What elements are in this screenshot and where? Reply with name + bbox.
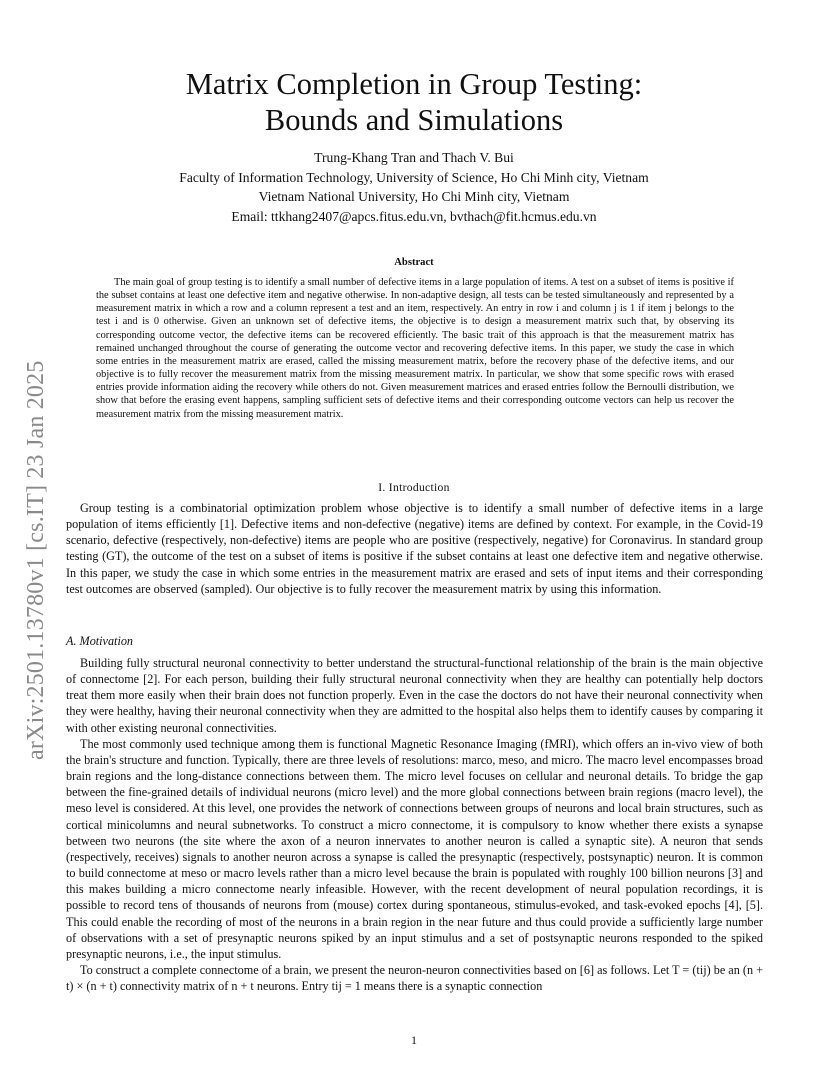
title-line: Bounds and Simulations bbox=[264, 103, 564, 137]
abstract-paragraph: The main goal of group testing is to identify a small number of defective items in a large population of items. A test on a subset of items is positive if the subset contains at least one defective item and negative otherwise. In non-adaptive design, all tests can be tested simultaneously and represented by a measurement matrix in which a row and a column represent a test and an item, respectively. An entry in row i and column j is 1 if item j belongs to the test i and is 0 otherwise. Given an unknown set of defective items, the objective is to design a measurement matrix such that, by observing its corresponding outcome vector, the defective items can be recovered efficiently. The basic trait of this approach is that the measurement matrix has remained unchanged throughout the course of generating the outcome vector and recovering defective items. In this paper, we study the case in which some entries in the measurement matrix are erased, called the missing measurement matrix, before the recovery phase of the defective items, and our objective is to fully recover the measurement matrix from the missing measurement matrix. In particular, we show that some specific rows with erased entries provide information aiding the recovery while others do not. Given measurement matrices and erased entries follow the Bernoulli distribution, we show that before the erasing event happens, sampling sufficient sets of defective items and their corresponding outcome vectors can help us recover the measurement matrix from the missing measurement matrix. bbox=[96, 277, 734, 420]
title-line: Matrix Completion in Group Testing: bbox=[185, 67, 643, 101]
paper-title bbox=[0, 66, 828, 138]
author-names: Trung-Khang Tran and Thach V. Bui bbox=[314, 150, 514, 165]
section-heading-introduction: I. Introduction bbox=[378, 481, 450, 494]
author-block bbox=[0, 148, 828, 226]
affiliation: Vietnam National University, Ho Chi Minh city, Vietnam bbox=[258, 189, 570, 204]
motivation-body bbox=[66, 655, 763, 994]
affiliation: Faculty of Information Technology, University of Science, Ho Chi Minh city, Vietnam bbox=[179, 169, 649, 185]
paragraph: The most commonly used technique among them is functional Magnetic Resonance Imaging (fMRI), which offers an in-vivo view of both the brain's structure and function. Typically, there are three levels of resolutions: marco, meso, and micro. The macro level encompasses broad brain regions and the long-distance connections between them. The micro level focuses on cellular and neuronal details. To bridge the gap between the fine-grained details of individual neurons (micro level) and the more global connections between brain regions (macro level), the meso level is considered. At this level, one provides the network of connections between groups of neurons and local brain structures, such as cortical minicolumns and neural subnetworks. To construct a micro connectome, it is compulsory to know whether there exists a synapse between two neurons (the site where the axon of a neuron innervates to another neuron is called a synaptic site). A neuron that sends (respectively, receives) signals to another neuron across a synapse is called the presynaptic (respectively, postsynaptic) neuron. It is common to build connectome at meso or macro levels rather than a micro level because the brain is populated with roughly 100 billion neurons [3] and this makes building a micro connectome nearly infeasible. However, with the recent development of neural population recordings, it is possible to record tens of thousands of neurons from (mouse) cortex during spontaneous, stimulus-evoked, and task-evoked epochs [4], [5]. This could enable the recording of most of the neurons in a brain region in the near future and thus could provide a sufficiently large number of observations with a set of presynaptic neurons spiked by an input stimulus and a set of postsynaptic neurons responded to the spiked presynaptic neurons, i.e., the input stimulus. bbox=[66, 736, 763, 961]
paragraph: Group testing is a combinatorial optimization problem whose objective is to identify a small number of defective items in a large population of items efficiently [1]. Defective items and non-defective (negative) items are defined by context. For example, in the Covid-19 scenario, defective (respectively, non-defective) items are people who are positive (respectively, negative) for Coronavirus. In standard group testing (GT), the outcome of the test on a subset of items is positive if the subset contains at least one defective item and negative otherwise. In this paper, we study the case in which some entries in the measurement matrix are erased and sets of input items and their corresponding test outcomes are observed (sampled). Our objective is to fully recover the measurement matrix by using this information. bbox=[66, 501, 763, 596]
introduction-body bbox=[66, 500, 763, 597]
paragraph: To construct a complete connectome of a brain, we present the neuron-neuron connectivities based on [6] as follows. Let T = (tij) be an (n + t) × (n + t) connectivity matrix of n + t neurons. Entry tij = 1 means there is a synaptic connection bbox=[66, 962, 763, 994]
author-emails: Email: ttkhang2407@apcs.fitus.edu.vn, bvthach@fit.hcmus.edu.vn bbox=[231, 208, 597, 224]
abstract-heading: Abstract bbox=[394, 257, 434, 268]
abstract-body bbox=[96, 276, 734, 421]
arxiv-identifier-stamp: arXiv:2501.13780v1 [cs.IT] 23 Jan 2025 bbox=[23, 360, 49, 760]
paragraph: Building fully structural neuronal connectivity to better understand the structural-functional relationship of the brain is the main objective of connectome [2]. For each person, building their fully structural neuronal connectivity when they are healthy can potentially help doctors treat them more easily when their brain does not function properly. Even in the case the doctors do not have their neuronal connectivity when they were healthy, having their neuronal connectivity when they are admitted to the hospital also helps them to identify causes by comparing it with other existing neuronal connectivities. bbox=[66, 656, 763, 735]
page-number: 1 bbox=[411, 1033, 417, 1047]
subsection-heading-motivation: A. Motivation bbox=[66, 634, 134, 648]
